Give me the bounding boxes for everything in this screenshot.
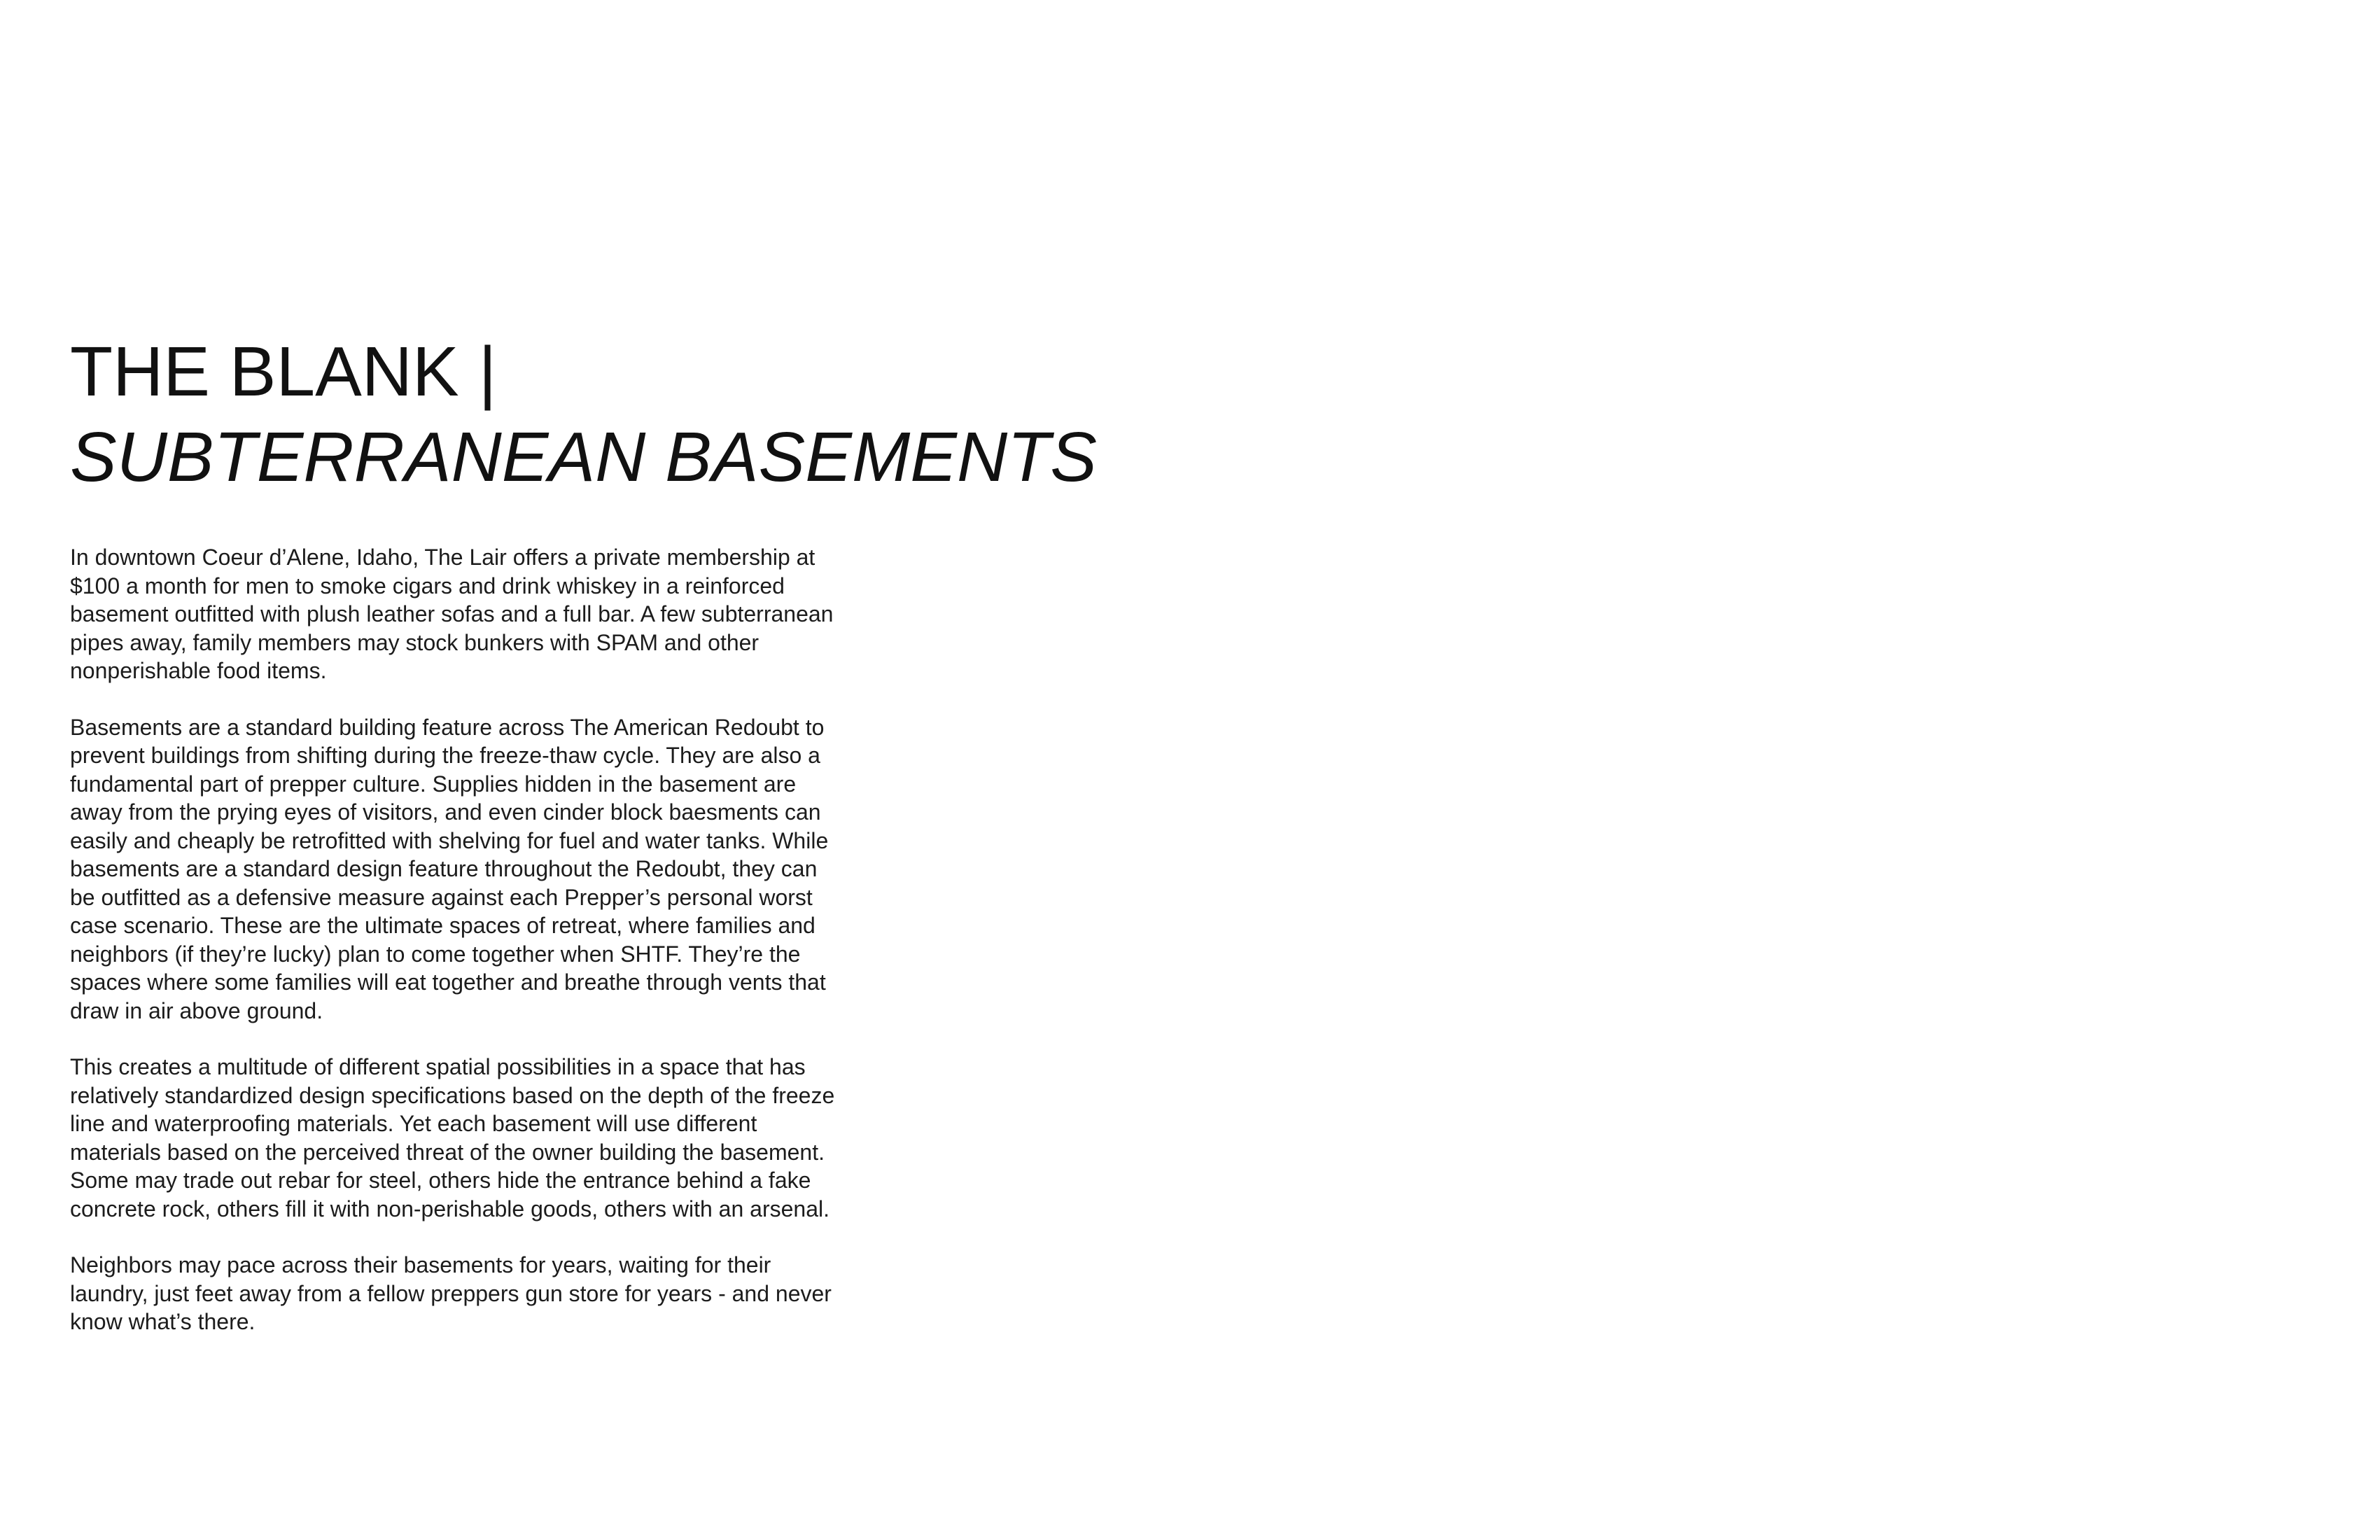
paragraph-4: Neighbors may pace across their basements for years, waiting for their laundry, just feet away from a fellow preppers gun store for years - and never know what’s there. [70,1252,832,1334]
paragraph-2: Basements are a standard building feature across The American Redoubt to prevent buildings from shifting during the freeze-thaw cycle. They are also a fundamental part of prepper culture. Supplies hidden in the basement are away from the prying eyes of visitors, and even cinder block baesments can easily and cheaply be retrofitted with shelving for fuel and water tanks. While basements are a standard design feature throughout the Redoubt, they can be outfitted as a defensive measure against each Prepper’s personal worst case scenario. These are the ultimate spaces of retreat, where families and neighbors (if they’re lucky) plan to come together when SHTF. They’re the spaces where some families will eat together and breathe through vents that draw in air above ground. [70,714,829,1023]
paragraph-1: In downtown Coeur d’Alene, Idaho, The Lair offers a private membership at $100 a month for men to smoke cigars and drink whiskey in a reinforced basement outfitted with plush leather sofas and a full bar. A few subterranean pipes away, family members may stock bunkers with SPAM and other nonperishable food items. [70,545,834,683]
text-column [70,329,1097,1364]
paragraph-3: This creates a multitude of different spatial possibilities in a space that has relatively standardized design specifications based on the depth of the freeze line and waterproofing materials. Yet each basement will use different materials based on the perceived threat of the owner building the basement. Some may trade out rebar for steel, others hide the entrance behind a fake concrete rock, others fill it with non-perishable goods, others with an arsenal. [70,1054,835,1222]
body-text [70,543,896,1336]
title-line-1: THE BLANK | [70,332,497,411]
page-title [70,329,1097,500]
title-line-2: SUBTERRANEAN BASEMENTS [70,418,1097,496]
